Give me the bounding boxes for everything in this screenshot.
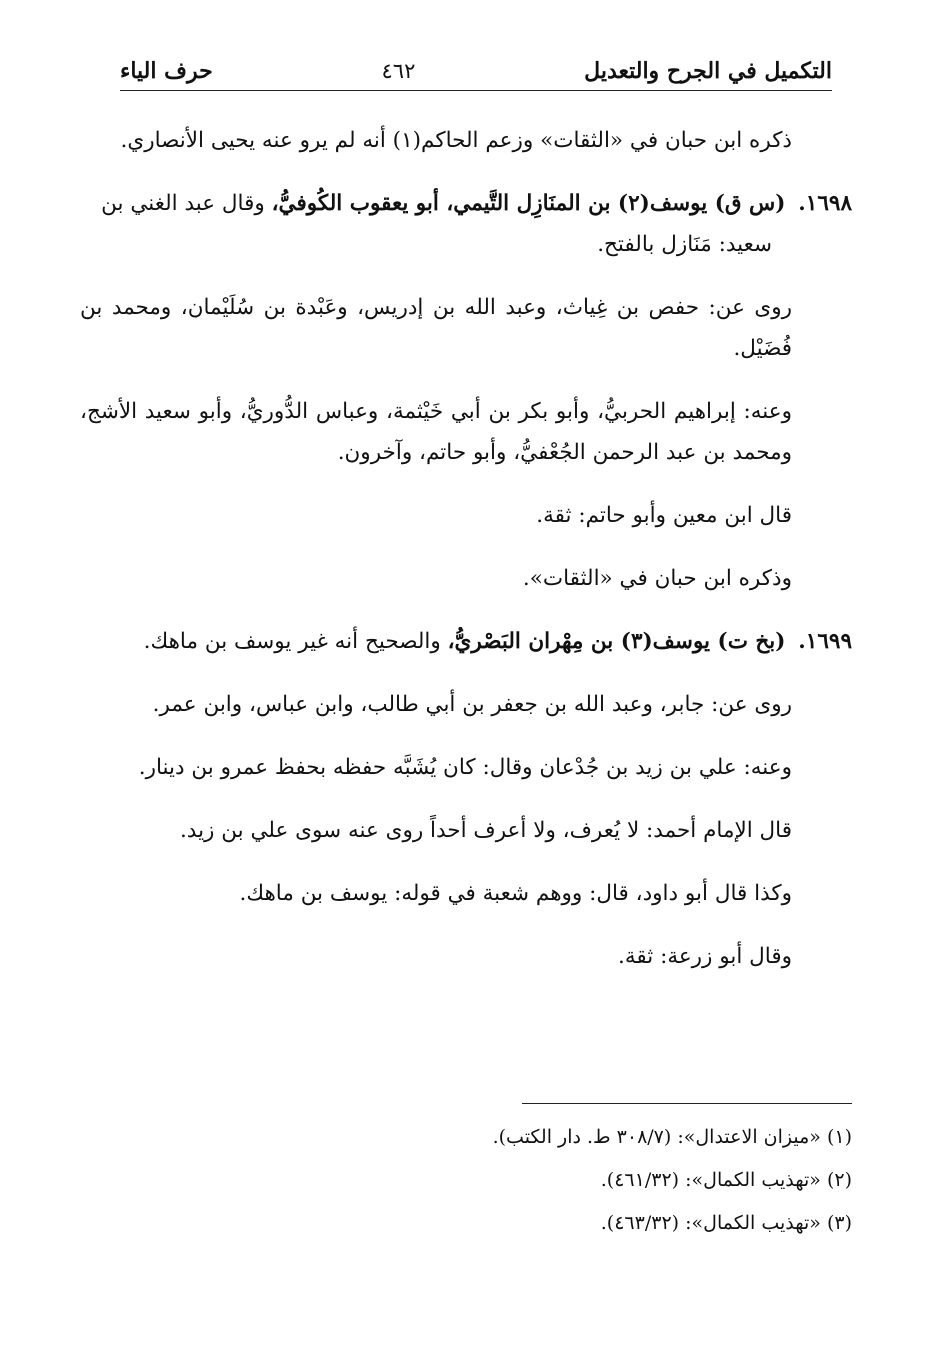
entry-number: ١٦٩٨. (798, 191, 852, 216)
page-number: ٤٦٢ (381, 59, 416, 83)
main-text (80, 120, 852, 999)
entry-number: ١٦٩٩. (798, 629, 852, 654)
paragraph: ذكره ابن حبان في «الثقات» وزعم الحاكم(١) أنه لم يرو عنه يحيى الأنصاري. (120, 128, 792, 153)
paragraph: روى عن: جابر، وعبد الله بن جعفر بن أبي طالب، وابن عباس، وابن عمر. (152, 692, 792, 717)
footnote: (١) «ميزان الاعتدال»: (٣٠٨/٧ ط. دار الكتب). (492, 1126, 852, 1148)
footnote: (٢) «تهذيب الكمال»: (٤٦١/٣٢). (600, 1169, 852, 1191)
footnotes (80, 1118, 852, 1247)
entry-heading: (بخ ت) يوسف(٣) بن مِهْران البَصْريُّ، (447, 629, 786, 654)
section-title: حرف الياء (120, 58, 213, 84)
entry-continuation: سعيد: مَنَازل بالفتح. (597, 232, 772, 257)
entry-1699 (80, 621, 852, 662)
entry-1698 (80, 183, 852, 224)
entry-text: والصحيح أنه غير يوسف بن ماهك. (143, 629, 441, 654)
footnote: (٣) «تهذيب الكمال»: (٤٦٣/٣٢). (600, 1212, 852, 1234)
paragraph: روى عن: حفص بن غِياث، وعبد الله بن إدريس، وعَبْدة بن سُلَيْمان، ومحمد بن فُضَيْل. (80, 295, 792, 361)
paragraph: وعنه: إبراهيم الحربيُّ، وأبو بكر بن أبي خَيْثمة، وعباس الدُّوريُّ، وأبو سعيد الأشج، ومحمد بن عبد الرحمن الجُعْفيُّ، وأبو حاتم، وآخرون. (80, 399, 792, 465)
entry-heading: (س ق) يوسف(٢) بن المنَازِل التَّيمي، أبو يعقوب الكُوفيُّ، (271, 191, 786, 216)
entry-text: وقال عبد الغني بن (101, 191, 265, 216)
footnote-divider (522, 1103, 852, 1104)
paragraph: قال ابن معين وأبو حاتم: ثقة. (536, 503, 792, 528)
book-title: التكميل في الجرح والتعديل (584, 58, 832, 84)
paragraph: وذكره ابن حبان في «الثقات». (522, 566, 792, 591)
paragraph: قال الإمام أحمد: لا يُعرف، ولا أعرف أحداً روى عنه سوى علي بن زيد. (179, 818, 792, 843)
paragraph: وعنه: علي بن زيد بن جُدْعان وقال: كان يُشَبَّه حفظه بحفظ عمرو بن دينار. (138, 755, 792, 780)
paragraph: وكذا قال أبو داود، قال: ووهم شعبة في قوله: يوسف بن ماهك. (239, 881, 792, 906)
paragraph: وقال أبو زرعة: ثقة. (618, 944, 792, 969)
running-header (120, 58, 832, 91)
